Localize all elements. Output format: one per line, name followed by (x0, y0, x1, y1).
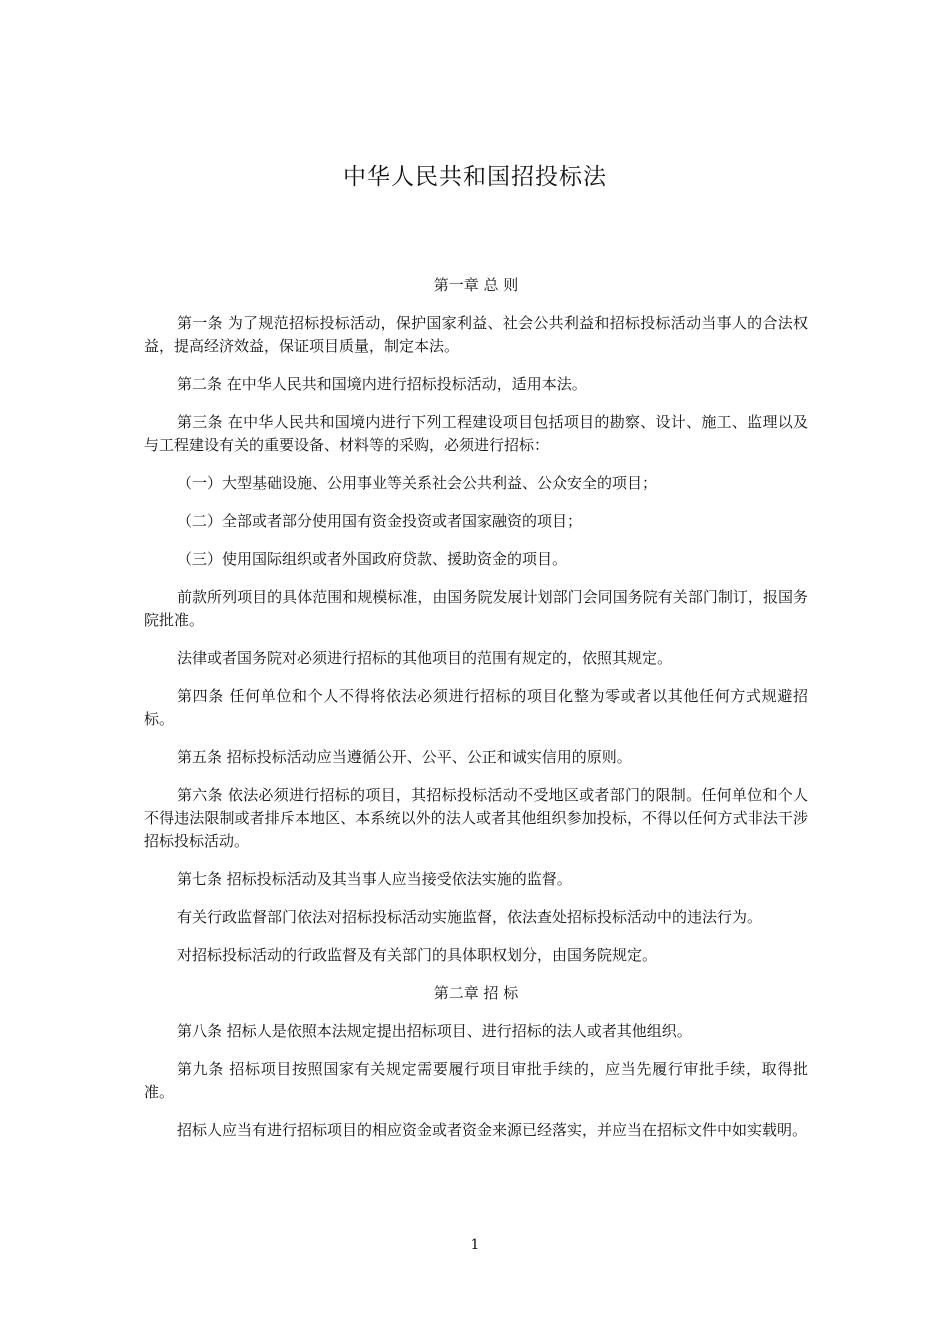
article-paragraph: 第三条 在中华人民共和国境内进行下列工程建设项目包括项目的勘察、设计、施工、监理以及与工程建设有关的重要设备、材料等的采购，必须进行招标： (144, 413, 808, 454)
chapter-heading: 第二章 招 标 (433, 984, 519, 1002)
article-paragraph: 法律或者国务院对必须进行招标的其他项目的范围有规定的，依照其规定。 (177, 649, 673, 667)
list-item: （二）全部或者部分使用国有资金投资或者国家融资的项目； (177, 512, 583, 530)
article-paragraph: 对招标投标活动的行政监督及有关部门的具体职权划分，由国务院规定。 (177, 946, 658, 964)
article-paragraph: 第二条 在中华人民共和国境内进行招标投标活动，适用本法。 (177, 375, 587, 393)
article-paragraph: 第九条 招标项目按照国家有关规定需要履行项目审批手续的，应当先履行审批手续，取得批准。 (144, 1060, 808, 1101)
article-paragraph: 第六条 依法必须进行招标的项目，其招标投标活动不受地区或者部门的限制。任何单位和个人不得违法限制或者排斥本地区、本系统以外的法人或者其他组织参加投标，不得以任何方式非法干涉招标投标活动。 (144, 786, 808, 850)
article-paragraph: 第四条 任何单位和个人不得将依法必须进行招标的项目化整为零或者以其他任何方式规避招标。 (144, 687, 808, 728)
document-body (144, 274, 808, 1157)
article-paragraph: 第一条 为了规范招标投标活动，保护国家利益、社会公共利益和招标投标活动当事人的合法权益，提高经济效益，保证项目质量，制定本法。 (144, 314, 808, 355)
document-title: 中华人民共和国招投标法 (343, 164, 607, 190)
article-paragraph: 第七条 招标投标活动及其当事人应当接受依法实施的监督。 (177, 870, 572, 888)
article-paragraph: 前款所列项目的具体范围和规模标准，由国务院发展计划部门会同国务院有关部门制订，报国务院批准。 (144, 588, 808, 629)
article-paragraph: 有关行政监督部门依法对招标投标活动实施监督，依法查处招标投标活动中的违法行为。 (177, 908, 763, 926)
list-item: （三）使用国际组织或者外国政府贷款、援助资金的项目。 (177, 550, 568, 568)
article-paragraph: 招标人应当有进行招标项目的相应资金或者资金来源已经落实，并应当在招标文件中如实载明。 (177, 1121, 808, 1139)
chapter-heading: 第一章 总 则 (433, 276, 519, 294)
page-number: 1 (470, 1237, 480, 1253)
list-item: （一）大型基础设施、公用事业等关系社会公共利益、公众安全的项目； (177, 474, 658, 492)
article-paragraph: 第五条 招标投标活动应当遵循公开、公平、公正和诚实信用的原则。 (177, 748, 632, 766)
article-paragraph: 第八条 招标人是依照本法规定提出招标项目、进行招标的法人或者其他组织。 (177, 1022, 692, 1040)
